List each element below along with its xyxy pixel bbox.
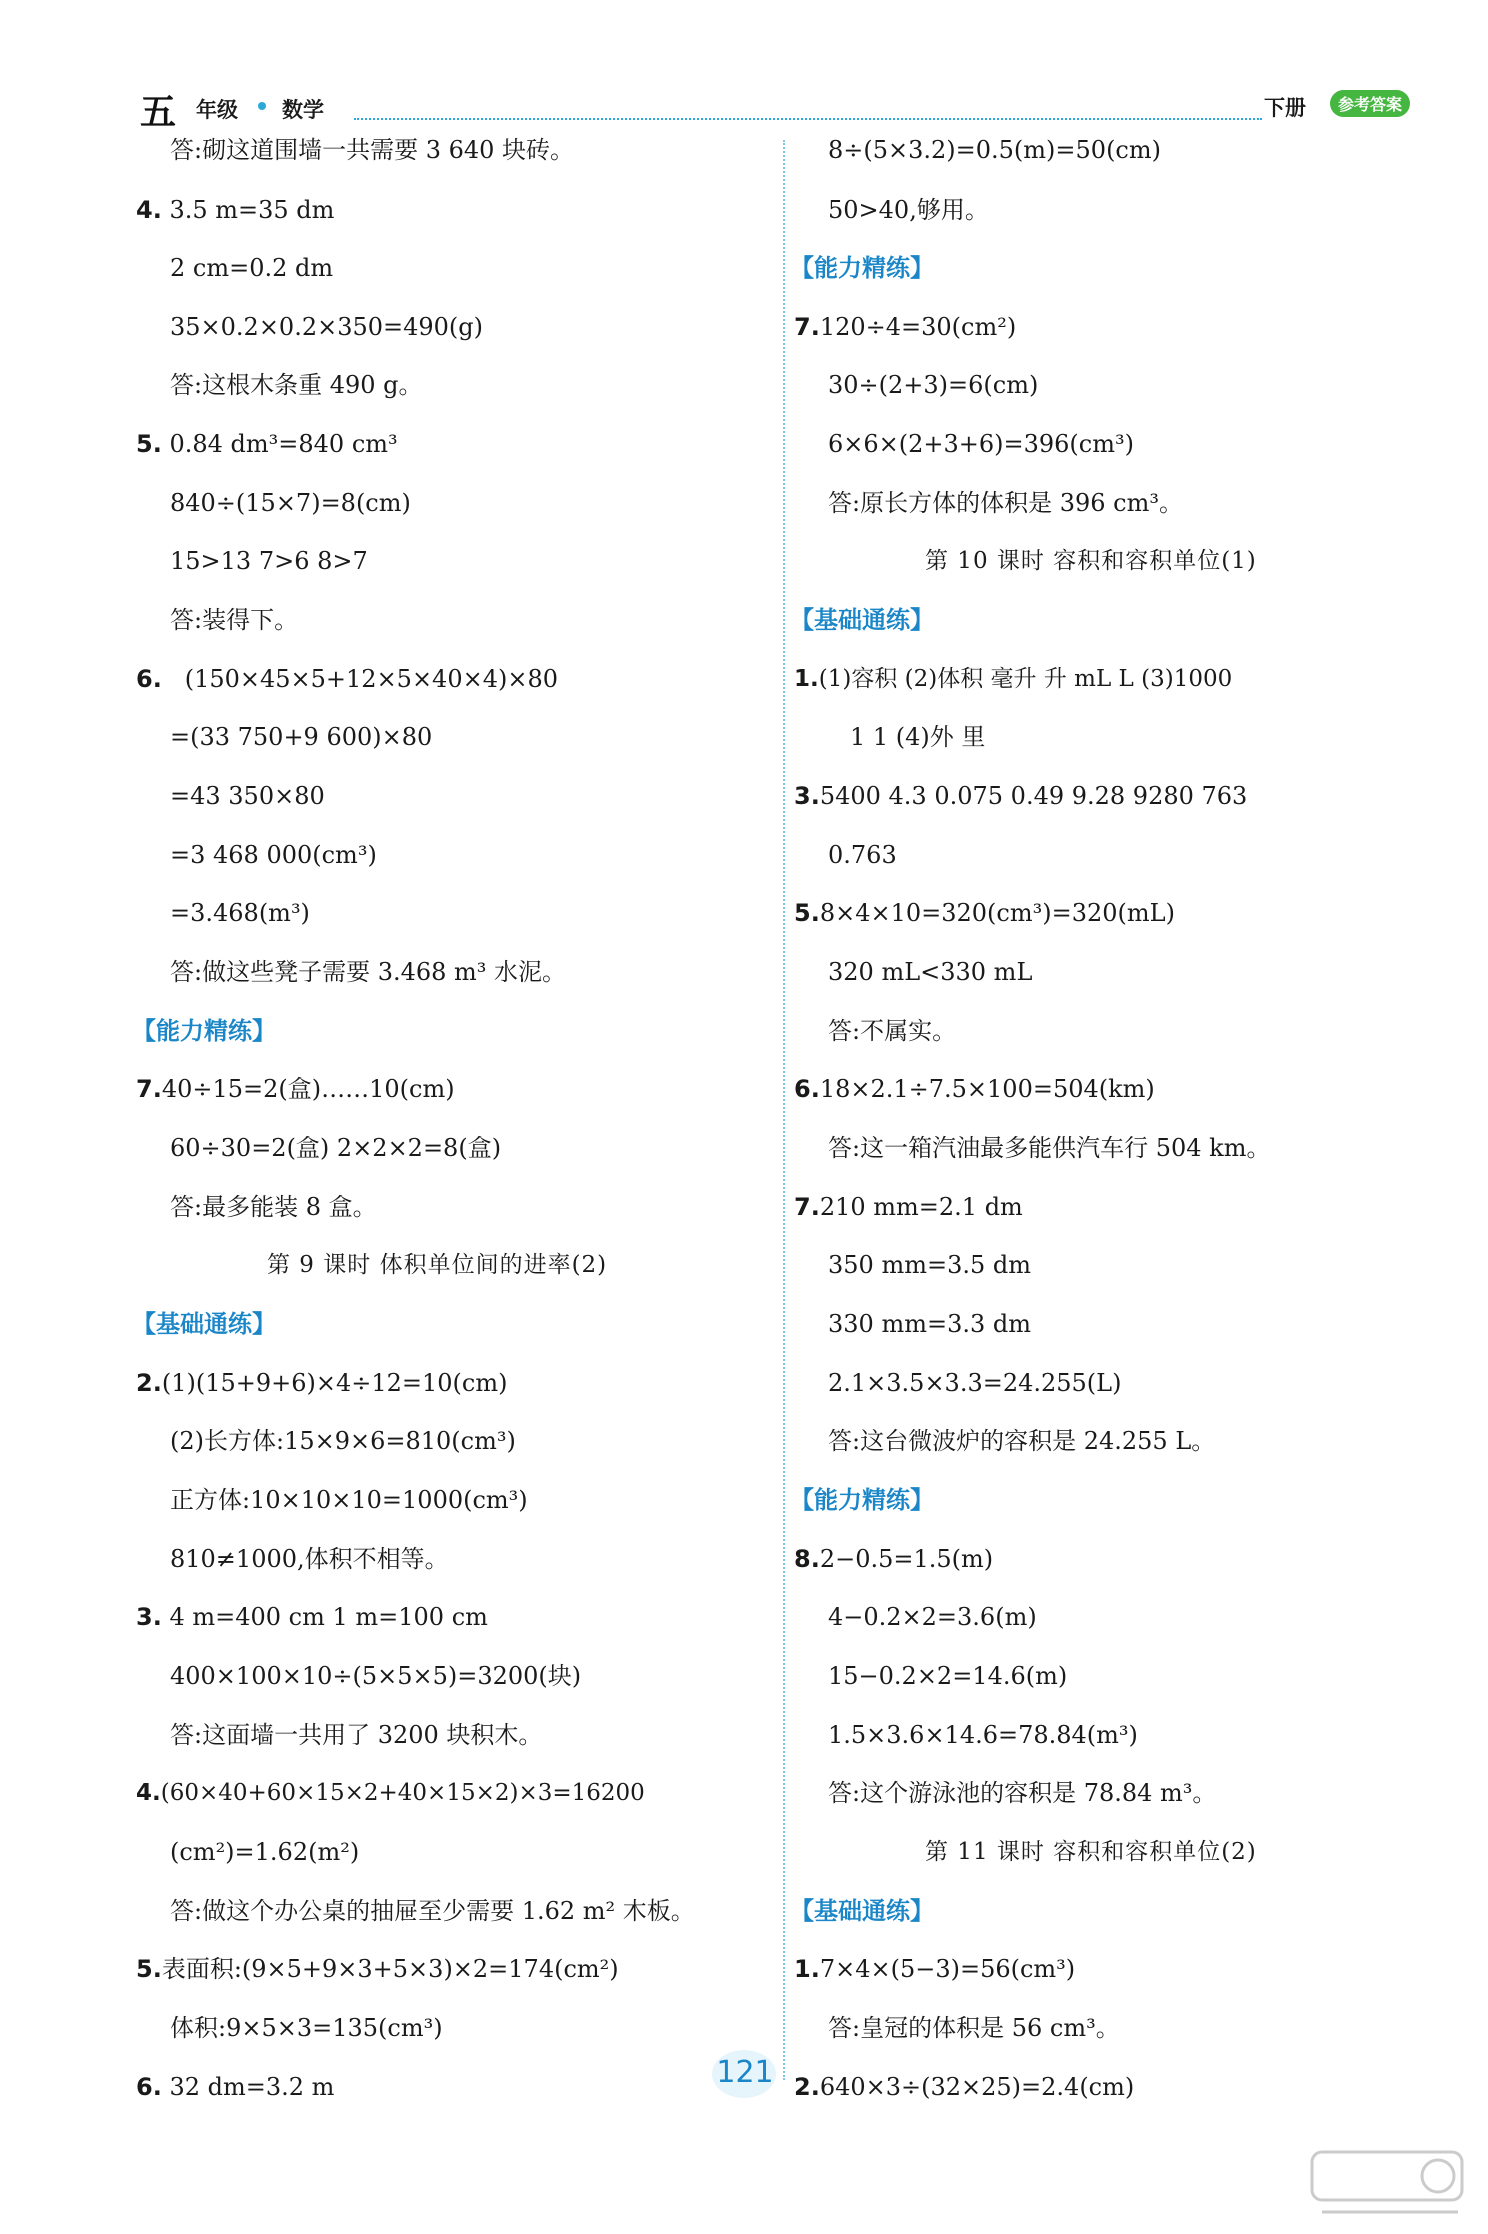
- answer-text: 表面积:(9×5+9×3+5×3)×2=174(cm²): [161, 1955, 619, 1983]
- question-number: 5.: [136, 430, 162, 458]
- answer-line: 1.5×3.6×14.6=78.84(m³): [828, 1721, 1138, 1749]
- answer-line: 400×100×10÷(5×5×5)=3200(块): [170, 1662, 582, 1690]
- question-number: 7.: [136, 1075, 162, 1103]
- answer-line: [136, 195, 334, 225]
- answer-text: (60×40+60×15×2+40×15×2)×3=16200: [160, 1780, 645, 1806]
- answer-line: 320 mL<330 mL: [828, 958, 1033, 986]
- answer-line: [794, 2072, 1134, 2102]
- answer-text: 4 m=400 cm 1 m=100 cm: [169, 1603, 488, 1631]
- answer-text: 0.84 dm³=840 cm³: [169, 430, 398, 458]
- answer-line: [794, 898, 1175, 928]
- answer-text: 210 mm=2.1 dm: [819, 1193, 1023, 1221]
- answer-text: (1)(15+9+6)×4÷12=10(cm): [161, 1369, 508, 1397]
- answer-line: =(33 750+9 600)×80: [170, 723, 433, 751]
- question-number: 4.: [136, 1780, 161, 1806]
- answer-key-badge: 参考答案: [1330, 90, 1410, 117]
- answer-text: 3.5 m=35 dm: [169, 196, 335, 224]
- answer-line: =3 468 000(cm³): [170, 841, 377, 869]
- answer-line: 15−0.2×2=14.6(m): [828, 1662, 1068, 1690]
- section-heading: 【基础通练】: [132, 1310, 276, 1338]
- answer-line: 840÷(15×7)=8(cm): [170, 489, 411, 517]
- answer-line: 答:最多能装 8 盒。: [170, 1193, 377, 1221]
- header-rule: [354, 118, 1262, 120]
- answer-line: 答:这一箱汽油最多能供汽车行 504 km。: [828, 1134, 1271, 1162]
- question-number: 6.: [794, 1075, 820, 1103]
- answer-line: (cm²)=1.62(m²): [170, 1838, 360, 1866]
- answer-line: [136, 1602, 488, 1632]
- answer-line: [794, 1544, 993, 1574]
- question-number: 5.: [136, 1955, 162, 1983]
- answer-text: 18×2.1÷7.5×100=504(km): [819, 1075, 1155, 1103]
- answer-line: 正方体:10×10×10=1000(cm³): [170, 1486, 528, 1514]
- answer-line: [136, 429, 398, 459]
- answer-line: 2.1×3.5×3.3=24.255(L): [828, 1369, 1122, 1397]
- answer-line: 答:不属实。: [828, 1017, 957, 1045]
- answer-line: 答:砌这道围墙一共需要 3 640 块砖。: [170, 136, 575, 164]
- answer-line: 答:做这个办公桌的抽屉至少需要 1.62 m² 木板。: [170, 1897, 695, 1925]
- volume-label: 下册: [1264, 96, 1306, 120]
- question-number: 8.: [794, 1545, 820, 1573]
- lesson-title: 第 9 课时 体积单位间的进率(2): [267, 1252, 608, 1278]
- answer-line: (2)长方体:15×9×6=810(cm³): [170, 1427, 516, 1455]
- answer-line: [794, 312, 1016, 342]
- answer-line: 2 cm=0.2 dm: [170, 254, 334, 282]
- answer-text: 32 dm=3.2 m: [169, 2073, 335, 2101]
- answer-line: [794, 781, 1247, 811]
- column-divider: [783, 140, 785, 2080]
- section-heading: 【能力精练】: [132, 1017, 276, 1045]
- answer-line: 35×0.2×0.2×350=490(g): [170, 313, 484, 341]
- question-number: 3.: [794, 782, 820, 810]
- answer-line: [794, 1192, 1023, 1222]
- answer-text: 5400 4.3 0.075 0.49 9.28 9280 763: [819, 782, 1248, 810]
- answer-line: 体积:9×5×3=135(cm³): [170, 2014, 443, 2042]
- answer-line: 810≠1000,体积不相等。: [170, 1545, 449, 1573]
- answer-line: 15>13 7>6 8>7: [170, 547, 368, 575]
- answer-text: 7×4×(5−3)=56(cm³): [819, 1955, 1076, 1983]
- answer-text: 2−0.5=1.5(m): [819, 1545, 994, 1573]
- answer-line: =43 350×80: [170, 782, 325, 810]
- question-number: 2.: [136, 1369, 162, 1397]
- answer-line: =3.468(m³): [170, 899, 310, 927]
- answer-text: 640×3÷(32×25)=2.4(cm): [819, 2073, 1135, 2101]
- answer-line: [136, 1074, 455, 1104]
- answer-line: 4−0.2×2=3.6(m): [828, 1603, 1037, 1631]
- answer-line: [136, 1954, 619, 1984]
- question-number: 6.: [136, 665, 162, 693]
- answer-line: 1 1 (4)外 里: [850, 723, 986, 751]
- answer-line: 答:装得下。: [170, 606, 299, 634]
- answer-text: (1)容积 (2)体积 毫升 升 mL L (3)1000: [818, 666, 1233, 692]
- grade-number: 五: [140, 92, 177, 133]
- question-number: 3.: [136, 1603, 162, 1631]
- question-number: 6.: [136, 2073, 162, 2101]
- answer-line: [136, 1778, 645, 1808]
- answer-line: 60÷30=2(盒) 2×2×2=8(盒): [170, 1134, 502, 1162]
- question-number: 1.: [794, 666, 819, 692]
- answer-line: [794, 664, 1232, 694]
- answer-line: [136, 664, 558, 694]
- answer-line: 0.763: [828, 841, 897, 869]
- answer-text: (150×45×5+12×5×40×4)×80: [184, 665, 558, 693]
- answer-text: 8×4×10=320(cm³)=320(mL): [819, 899, 1175, 927]
- page-header: [140, 88, 1410, 132]
- question-number: 7.: [794, 313, 820, 341]
- question-number: 4.: [136, 196, 162, 224]
- subject-label: 数学: [282, 98, 324, 122]
- section-heading: 【基础通练】: [790, 1897, 934, 1925]
- question-number: 7.: [794, 1193, 820, 1221]
- question-number: 2.: [794, 2073, 820, 2101]
- section-heading: 【能力精练】: [790, 1486, 934, 1514]
- answer-line: 6×6×(2+3+6)=396(cm³): [828, 430, 1134, 458]
- answer-line: 答:这台微波炉的容积是 24.255 L。: [828, 1427, 1216, 1455]
- answer-line: 350 mm=3.5 dm: [828, 1251, 1031, 1279]
- answer-line: [794, 1954, 1075, 1984]
- answer-line: 答:这根木条重 490 g。: [170, 371, 423, 399]
- lesson-title: 第 10 课时 容积和容积单位(1): [925, 548, 1257, 574]
- answer-line: 答:这个游泳池的容积是 78.84 m³。: [828, 1779, 1217, 1807]
- answer-line: 答:原长方体的体积是 396 cm³。: [828, 489, 1183, 517]
- page-number: 121: [716, 2055, 774, 2090]
- answer-line: 8÷(5×3.2)=0.5(m)=50(cm): [828, 136, 1161, 164]
- answer-line: 答:皇冠的体积是 56 cm³。: [828, 2014, 1120, 2042]
- watermark-logo-icon: [1308, 2146, 1468, 2226]
- question-number: 5.: [794, 899, 820, 927]
- header-dot-icon: [258, 102, 266, 110]
- answer-line: 答:做这些凳子需要 3.468 m³ 水泥。: [170, 958, 567, 986]
- answer-line: 50>40,够用。: [828, 196, 989, 224]
- answer-line: [794, 1074, 1155, 1104]
- answer-line: [136, 2072, 334, 2102]
- answer-text: 40÷15=2(盒)……10(cm): [161, 1075, 455, 1103]
- answer-text: 120÷4=30(cm²): [819, 313, 1017, 341]
- answer-line: 330 mm=3.3 dm: [828, 1310, 1031, 1338]
- question-number: 1.: [794, 1955, 820, 1983]
- grade-label: 年级: [196, 98, 238, 122]
- answer-line: 30÷(2+3)=6(cm): [828, 371, 1039, 399]
- answer-line: 答:这面墙一共用了 3200 块积木。: [170, 1721, 543, 1749]
- section-heading: 【基础通练】: [790, 606, 934, 634]
- section-heading: 【能力精练】: [790, 254, 934, 282]
- lesson-title: 第 11 课时 容积和容积单位(2): [925, 1839, 1257, 1865]
- answer-line: [136, 1368, 507, 1398]
